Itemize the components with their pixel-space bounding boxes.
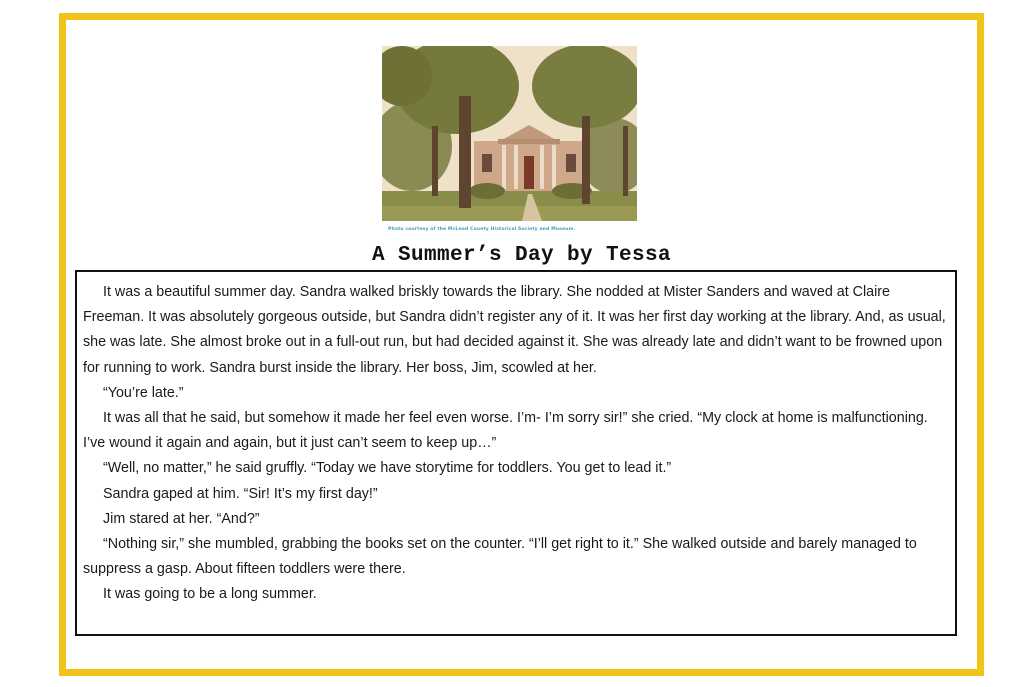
story-paragraph: “You’re late.” xyxy=(103,384,184,401)
library-illustration xyxy=(382,46,637,235)
story-paragraph: It was a beautiful summer day. Sandra walked briskly towards the library. She nodded at Mister Sanders and waved at Claire Freeman. It was absolutely gorgeous outside, but Sandra didn’t register any of it. It was her first day working at the library. And, as usual, she was late. She almost broke out in a full-out run, but had decided against it. She was already late and didn’t want to be frowned upon for running to work. Sandra burst inside the library. Her boss, Jim, scowled at her. xyxy=(83,284,946,376)
story-paragraph: Jim stared at her. “And?” xyxy=(103,510,260,527)
story-paragraph: It was all that he said, but somehow it made her feel even worse. I’m- I’m sorry sir!” she cried. “My clock at home is malfunctioning. I’ve wound it again and again, but it just can’t seem to keep up…” xyxy=(83,410,928,452)
story-paragraph: It was going to be a long summer. xyxy=(103,586,317,603)
photo-caption: Photo courtesy of the McLeod County Historical Society and Museum. xyxy=(388,227,576,232)
story-paragraph: Sandra gaped at him. “Sir! It’s my first day!” xyxy=(103,485,378,502)
library-photo xyxy=(382,46,637,235)
page-title: A Summer’s Day by Tessa xyxy=(371,244,672,267)
story-paragraph: “Nothing sir,” she mumbled, grabbing the books set on the counter. “I’ll get right to it.” She walked outside and barely managed to suppress a gasp. About fifteen toddlers were there. xyxy=(83,536,917,578)
story-box xyxy=(75,270,957,636)
story-paragraph: “Well, no matter,” he said gruffly. “Today we have storytime for toddlers. You get to lead it.” xyxy=(103,460,672,477)
page-frame xyxy=(59,13,984,676)
